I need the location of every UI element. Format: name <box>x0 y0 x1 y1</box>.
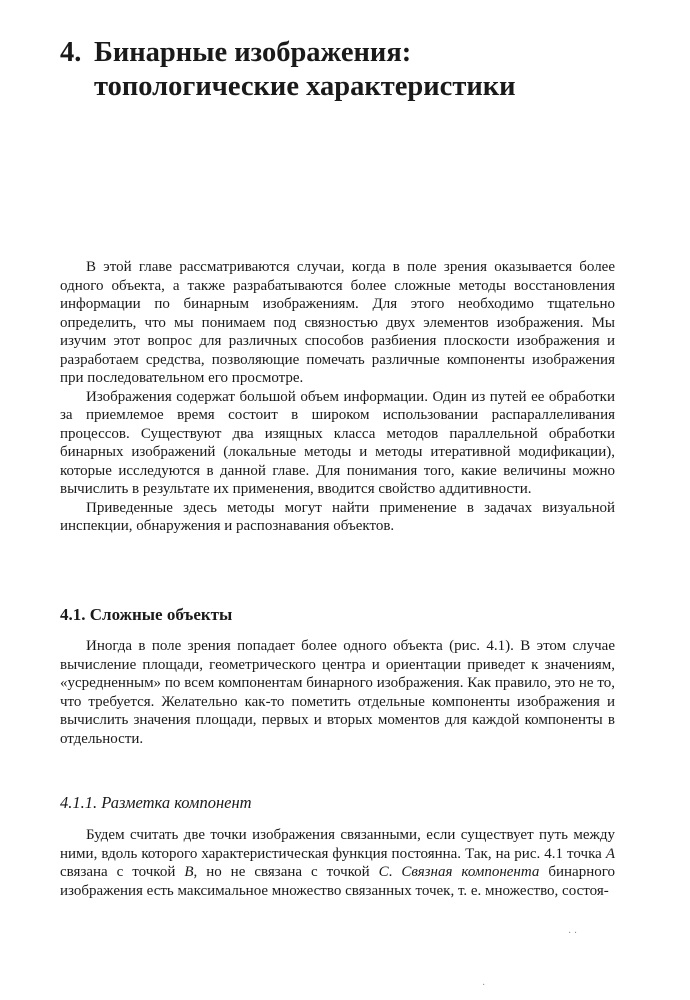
text-run: Будем считать две точки изображения связанными, если существует путь между ними, вдоль которого характеристическая функция постоянна. Так, на рис. 4.1 точка <box>60 827 615 862</box>
section-text <box>60 637 615 748</box>
text-run: бинарного изображения есть максимальное множество связанных точек, т. е. множество, состоя- <box>60 864 616 899</box>
intro-text <box>60 258 615 536</box>
point-a-label: A <box>605 845 615 862</box>
text-run: , но не связана с точкой <box>193 864 379 880</box>
section-title: 4.1. Сложные объекты <box>60 605 233 624</box>
point-b-label: B <box>184 864 194 880</box>
point-c-label: C <box>378 864 389 880</box>
chapter-title-line-1: Бинарные изображения: <box>94 37 412 68</box>
text-run: связана с точкой <box>60 864 185 880</box>
subsection-title: 4.1.1. Разметка компонент <box>60 793 252 812</box>
intro-paragraph-2: Изображения содержат большой объем информации. Один из путей ее обработки за приемлемое время состоит в широком использовании распараллеливания процессов. Существуют два изящных класса методов параллельной обработки бинарных изображений (локальные методы и методы итеративной модификации), которые исследуются в данной главе. Для понимания того, какие величины можно вычислить в результате их применения, вводится свойство аддитивности. <box>60 388 615 497</box>
subsection-paragraph-1 <box>60 826 615 900</box>
text-run: . <box>388 864 402 880</box>
subsection-text <box>60 826 615 900</box>
chapter-title <box>60 36 640 104</box>
intro-paragraph-1: В этой главе рассматриваются случаи, когда в поле зрения оказывается более одного объекта, а также разрабатываются более сложные методы восстановления информации по бинарным изображениям. Для этого необходимо тщательно определить, что мы понимаем под связностью двух элементов изображения. Мы изучим этот вопрос для различных способов разбиения плоскости изображения и разработаем средства, позволяющие помечать различные компоненты изображения при последовательном его просмотре. <box>60 259 615 386</box>
scan-speck: · <box>482 980 486 991</box>
chapter-number: 4. <box>60 37 82 68</box>
defined-term: Связная компонента <box>401 864 540 880</box>
intro-paragraph-3: Приведенные здесь методы могут найти применение в задачах визуальной инспекции, обнаружения и распознавания объектов. <box>60 499 615 534</box>
chapter-title-line-2: топологические характеристики <box>94 71 516 102</box>
scan-speck: · · <box>568 928 578 939</box>
section-paragraph-1: Иногда в поле зрения попадает более одного объекта (рис. 4.1). В этом случае вычисление площади, геометрического центра и ориентации приведет к значениям, «усредненным» по всем компонентам бинарного изображения. Как правило, это не то, что требуется. Желательно как-то пометить отдельные компоненты изображения и вычислить значения площади, первых и вторых моментов для каждой компоненты в отдельности. <box>60 638 615 747</box>
